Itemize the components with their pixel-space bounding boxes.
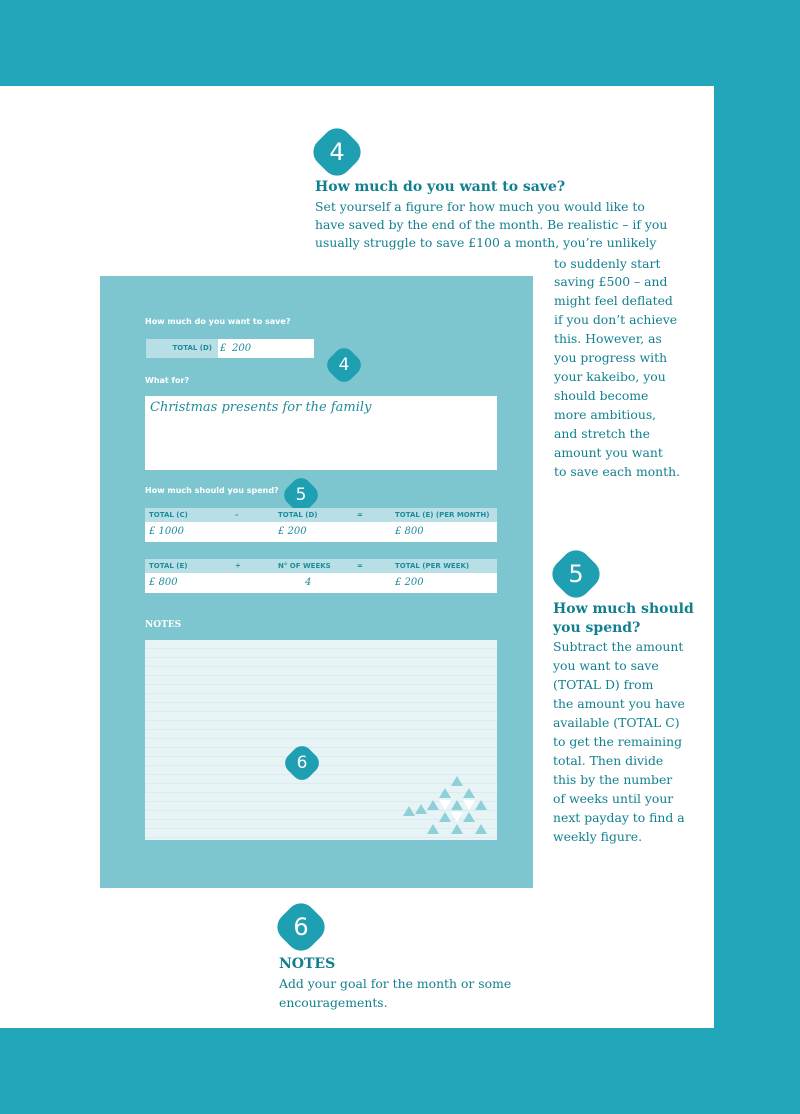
step-4-line: should become xyxy=(554,388,649,403)
step-4-line: have saved by the end of the month. Be realistic – if you xyxy=(315,217,668,232)
step-5-badge: 5 xyxy=(546,544,605,603)
header-total-c: TOTAL (C) xyxy=(149,511,188,519)
step-5-line: of weeks until your xyxy=(553,791,674,806)
step-6-title: NOTES xyxy=(279,956,336,972)
total-d-label: TOTAL (D) xyxy=(146,339,218,358)
header-equals: = xyxy=(357,511,363,519)
step-5-title: you spend? xyxy=(553,620,641,636)
step-6-line: encouragements. xyxy=(279,995,388,1010)
save-question-label: How much do you want to save? xyxy=(145,317,291,326)
total-e-month-value[interactable]: £ 800 xyxy=(395,526,424,537)
step-4-line: and stretch the xyxy=(554,426,650,441)
step-5-line: this by the number xyxy=(553,772,673,787)
step-5-line: next payday to find a xyxy=(553,810,685,825)
weekly-calc-header xyxy=(145,559,497,573)
total-c-value[interactable]: £ 1000 xyxy=(149,526,184,537)
header-total-e: TOTAL (E) xyxy=(149,562,188,570)
step-4-line: this. However, as xyxy=(554,331,662,346)
form-step-5-badge: 5 xyxy=(280,474,322,516)
form-step-4-badge: 4 xyxy=(323,344,365,386)
step-4-title: How much do you want to save? xyxy=(315,179,566,195)
total-e-value[interactable]: £ 800 xyxy=(149,577,178,588)
header-total-per-week: TOTAL (PER WEEK) xyxy=(395,562,470,570)
total-d-calc-value[interactable]: £ 200 xyxy=(278,526,307,537)
total-d-field[interactable] xyxy=(146,339,314,358)
step-4-line: to save each month. xyxy=(554,464,681,479)
monthly-calc-values xyxy=(145,522,497,542)
step-4-line: saving £500 – and xyxy=(554,274,668,289)
step-4-line: usually struggle to save £100 a month, you’re unlikely xyxy=(315,235,657,250)
header-total-e-per-month: TOTAL (E) (PER MONTH) xyxy=(395,511,490,519)
header-divide: ÷ xyxy=(235,562,241,570)
notes-label: NOTES xyxy=(145,620,182,630)
step-4-line: Set yourself a figure for how much you would like to xyxy=(315,199,645,214)
step-4-line: more ambitious, xyxy=(554,407,657,422)
header-equals-2: = xyxy=(357,562,363,570)
step-4-line: if you don’t achieve xyxy=(554,312,678,327)
spend-question-label: How much should you spend? xyxy=(145,486,279,495)
step-4-line: amount you want xyxy=(554,445,663,460)
step-4-line: you progress with xyxy=(554,350,668,365)
step-6-line: Add your goal for the month or some xyxy=(279,976,512,991)
step-4-line: might feel deflated xyxy=(554,293,673,308)
monthly-calc-header xyxy=(145,508,497,522)
header-num-weeks: N° OF WEEKS xyxy=(278,562,331,570)
step-5-line: the amount you have xyxy=(553,696,685,711)
step-5-line: you want to save xyxy=(553,658,659,673)
step-5-line: (TOTAL D) from xyxy=(553,677,654,692)
step-4-line: your kakeibo, you xyxy=(554,369,666,384)
total-per-week-value[interactable]: £ 200 xyxy=(395,577,424,588)
step-5-line: available (TOTAL C) xyxy=(553,715,680,730)
what-for-field[interactable] xyxy=(145,396,497,470)
num-weeks-value[interactable]: 4 xyxy=(305,577,312,588)
total-d-value: 200 xyxy=(232,343,252,354)
step-5-line: Subtract the amount xyxy=(553,639,684,654)
header-total-d: TOTAL (D) xyxy=(278,511,318,519)
triangle-pattern-icon xyxy=(397,774,497,844)
what-for-value: Christmas presents for the family xyxy=(150,400,372,415)
step-6-badge: 6 xyxy=(271,897,330,956)
step-5-line: to get the remaining xyxy=(553,734,683,749)
header-minus: – xyxy=(235,511,239,519)
step-5-line: weekly figure. xyxy=(553,829,643,844)
kakeibo-form-panel xyxy=(100,276,533,888)
form-step-6-badge: 6 xyxy=(281,742,323,784)
step-4-line: to suddenly start xyxy=(554,256,661,271)
what-for-label: What for? xyxy=(145,376,190,385)
step-4-badge: 4 xyxy=(307,122,366,181)
step-5-line: total. Then divide xyxy=(553,753,664,768)
notes-area[interactable] xyxy=(145,640,497,840)
step-5-title: How much should xyxy=(553,601,694,617)
total-d-currency: £ xyxy=(220,343,227,354)
weekly-calc-values xyxy=(145,573,497,593)
